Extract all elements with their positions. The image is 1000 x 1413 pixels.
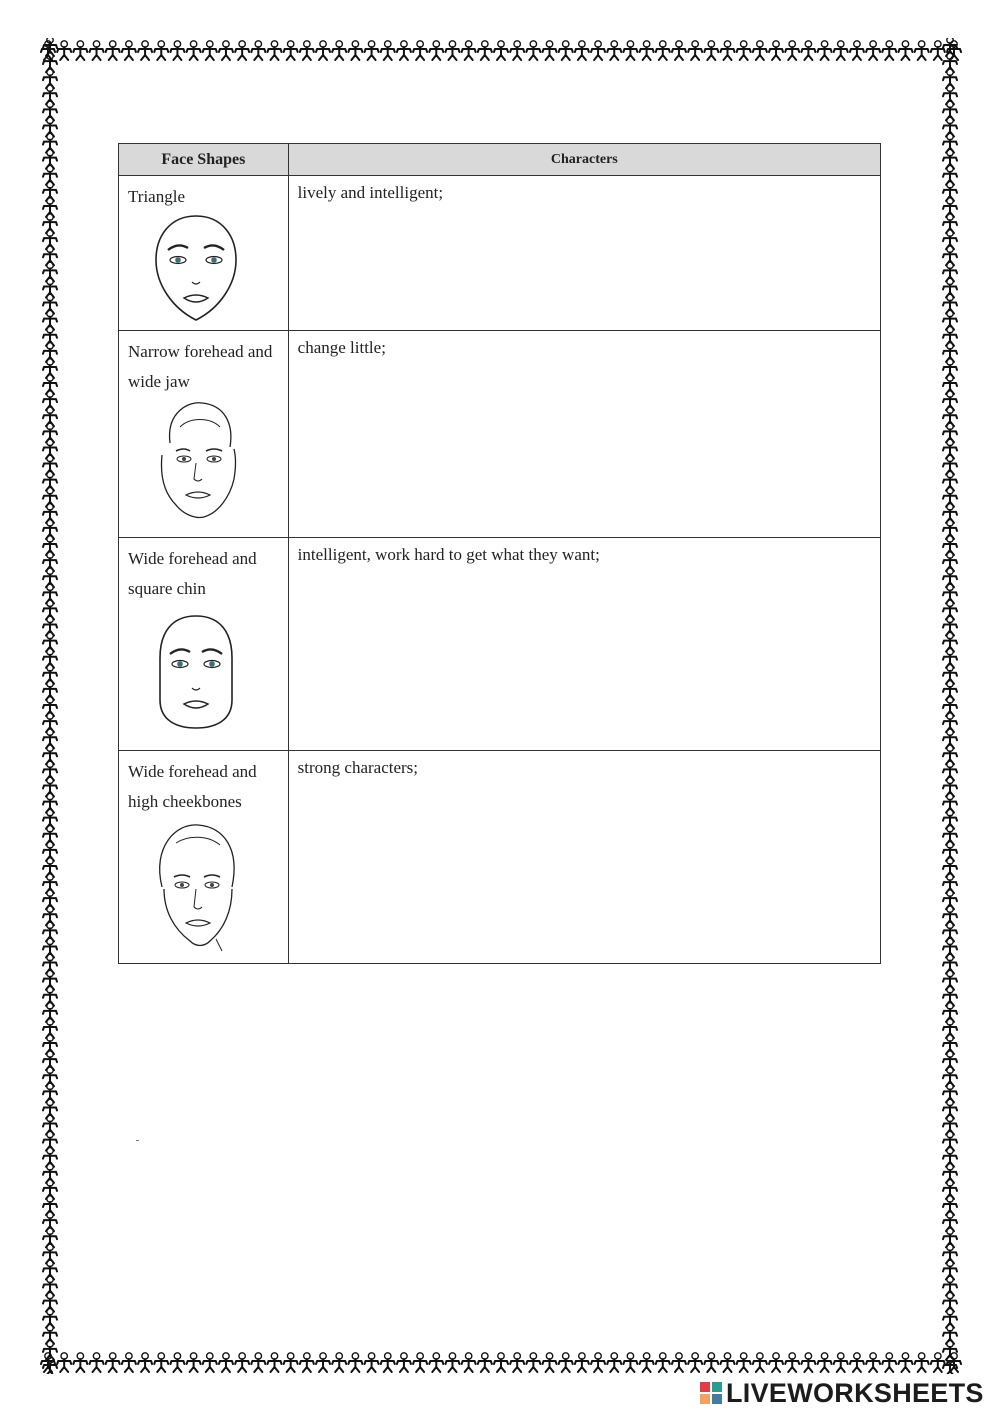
table-row <box>119 538 881 751</box>
gingerbread-figure-icon <box>138 1353 152 1372</box>
gingerbread-figure-icon <box>43 1357 57 1374</box>
gingerbread-figure-icon <box>478 41 492 60</box>
gingerbread-figure-icon <box>753 41 767 60</box>
gingerbread-figure-icon <box>704 41 718 60</box>
logo-square-orange <box>700 1394 710 1404</box>
gingerbread-figure-icon <box>818 41 832 60</box>
face-shape-cell <box>119 176 289 331</box>
face-shape-label: Wide forehead and square chin <box>128 549 257 598</box>
gingerbread-figure-icon <box>445 41 459 60</box>
logo-square-teal <box>712 1382 722 1392</box>
gingerbread-figure-icon <box>672 41 686 60</box>
gingerbread-figure-icon <box>785 1353 799 1372</box>
gingerbread-figure-icon <box>138 41 152 60</box>
gingerbread-figure-icon <box>429 41 443 60</box>
gingerbread-figure-icon <box>834 41 848 60</box>
gingerbread-figure-icon <box>623 41 637 60</box>
triangle-face-icon <box>146 212 246 324</box>
gingerbread-figure-icon <box>688 1353 702 1372</box>
logo-square-red <box>700 1382 710 1392</box>
gingerbread-figure-icon <box>866 1353 880 1372</box>
gingerbread-figure-icon <box>478 1353 492 1372</box>
gingerbread-figure-icon <box>704 1353 718 1372</box>
gingerbread-figure-icon <box>559 41 573 60</box>
gingerbread-figure-icon <box>737 41 751 60</box>
gingerbread-figure-icon <box>801 41 815 60</box>
table-row <box>119 176 881 331</box>
face-shapes-table <box>118 143 881 964</box>
gingerbread-figure-icon <box>251 41 265 60</box>
gingerbread-figure-icon <box>640 1353 654 1372</box>
gingerbread-figure-icon <box>769 41 783 60</box>
gingerbread-figure-icon <box>834 1353 848 1372</box>
gingerbread-figure-icon <box>397 41 411 60</box>
gingerbread-figure-icon <box>543 1353 557 1372</box>
gingerbread-figure-icon <box>90 41 104 60</box>
gingerbread-figure-icon <box>122 1353 136 1372</box>
gingerbread-figure-icon <box>882 1353 896 1372</box>
gingerbread-figure-icon <box>235 1353 249 1372</box>
gingerbread-figure-icon <box>316 41 330 60</box>
gingerbread-figure-icon <box>915 41 929 60</box>
face-shape-cell <box>119 538 289 751</box>
gingerbread-figure-icon <box>300 1353 314 1372</box>
gingerbread-figure-icon <box>591 1353 605 1372</box>
narrow-forehead-face-icon <box>146 397 246 523</box>
face-shape-label: Triangle <box>128 187 185 206</box>
gingerbread-figure-icon <box>688 41 702 60</box>
gingerbread-figure-icon <box>898 1353 912 1372</box>
logo-text: LIVEWORKSHEETS <box>726 1377 984 1408</box>
gingerbread-figure-icon <box>90 1353 104 1372</box>
gingerbread-figure-icon <box>607 41 621 60</box>
gingerbread-figure-icon <box>170 1353 184 1372</box>
gingerbread-figure-icon <box>850 41 864 60</box>
gingerbread-figure-icon <box>737 1353 751 1372</box>
gingerbread-figure-icon <box>170 41 184 60</box>
gingerbread-figure-icon <box>445 1353 459 1372</box>
table-row <box>119 751 881 964</box>
gingerbread-figure-icon <box>122 41 136 60</box>
square-chin-face-icon <box>146 604 246 734</box>
gingerbread-figure-icon <box>575 1353 589 1372</box>
gingerbread-figure-icon <box>154 41 168 60</box>
gingerbread-figure-icon <box>300 41 314 60</box>
gingerbread-figure-icon <box>510 1353 524 1372</box>
gingerbread-figure-icon <box>429 1353 443 1372</box>
liveworksheets-logo-icon <box>700 1382 722 1404</box>
gingerbread-figure-icon <box>801 1353 815 1372</box>
character-cell: intelligent, work hard to get what they want; <box>288 538 880 751</box>
gingerbread-figure-icon <box>656 41 670 60</box>
gingerbread-figure-icon <box>219 1353 233 1372</box>
gingerbread-figure-icon <box>316 1353 330 1372</box>
gingerbread-figure-icon <box>203 41 217 60</box>
gingerbread-figure-icon <box>510 41 524 60</box>
gingerbread-figure-icon <box>365 41 379 60</box>
decorative-border-right <box>938 38 962 1374</box>
gingerbread-figure-icon <box>494 1353 508 1372</box>
gingerbread-figure-icon <box>526 1353 540 1372</box>
gingerbread-figure-icon <box>623 1353 637 1372</box>
face-shape-cell <box>119 331 289 538</box>
gingerbread-figure-icon <box>769 1353 783 1372</box>
gingerbread-figure-icon <box>219 41 233 60</box>
gingerbread-figure-icon <box>268 1353 282 1372</box>
table-header-row <box>119 144 881 176</box>
gingerbread-figure-icon <box>575 41 589 60</box>
gingerbread-figure-icon <box>73 1353 87 1372</box>
gingerbread-figure-icon <box>943 1357 957 1374</box>
gingerbread-figure-icon <box>332 1353 346 1372</box>
gingerbread-figure-icon <box>106 41 120 60</box>
table-row <box>119 331 881 538</box>
gingerbread-figure-icon <box>381 1353 395 1372</box>
header-face-shapes: Face Shapes <box>119 144 289 176</box>
gingerbread-figure-icon <box>332 41 346 60</box>
gingerbread-figure-icon <box>413 41 427 60</box>
gingerbread-figure-icon <box>753 1353 767 1372</box>
decorative-border-left <box>38 38 62 1374</box>
gingerbread-figure-icon <box>187 41 201 60</box>
gingerbread-figure-icon <box>559 1353 573 1372</box>
liveworksheets-logo <box>700 1378 984 1408</box>
gingerbread-figure-icon <box>591 41 605 60</box>
character-cell: change little; <box>288 331 880 538</box>
character-cell: lively and intelligent; <box>288 176 880 331</box>
gingerbread-figure-icon <box>413 1353 427 1372</box>
gingerbread-figure-icon <box>850 1353 864 1372</box>
gingerbread-figure-icon <box>268 41 282 60</box>
gingerbread-figure-icon <box>672 1353 686 1372</box>
gingerbread-figure-icon <box>348 1353 362 1372</box>
header-characters: Characters <box>288 144 880 176</box>
gingerbread-figure-icon <box>866 41 880 60</box>
face-shape-label: Wide forehead and high cheekbones <box>128 762 257 811</box>
gingerbread-figure-icon <box>106 1353 120 1372</box>
gingerbread-figure-icon <box>494 41 508 60</box>
gingerbread-figure-icon <box>187 1353 201 1372</box>
gingerbread-figure-icon <box>235 41 249 60</box>
gingerbread-figure-icon <box>882 41 896 60</box>
gingerbread-figure-icon <box>381 41 395 60</box>
gingerbread-figure-icon <box>543 41 557 60</box>
gingerbread-figure-icon <box>818 1353 832 1372</box>
gingerbread-figure-icon <box>785 41 799 60</box>
gingerbread-figure-icon <box>284 41 298 60</box>
gingerbread-figure-icon <box>656 1353 670 1372</box>
gingerbread-figure-icon <box>284 1353 298 1372</box>
stray-mark <box>136 1140 139 1141</box>
high-cheekbones-face-icon <box>146 817 246 953</box>
gingerbread-figure-icon <box>73 41 87 60</box>
gingerbread-figure-icon <box>462 1353 476 1372</box>
gingerbread-figure-icon <box>348 41 362 60</box>
gingerbread-figure-icon <box>154 1353 168 1372</box>
gingerbread-figure-icon <box>526 41 540 60</box>
gingerbread-figure-icon <box>203 1353 217 1372</box>
gingerbread-figure-icon <box>251 1353 265 1372</box>
gingerbread-figure-icon <box>721 41 735 60</box>
gingerbread-figure-icon <box>462 41 476 60</box>
gingerbread-figure-icon <box>365 1353 379 1372</box>
face-shape-label: Narrow forehead and wide jaw <box>128 342 273 391</box>
logo-square-blue <box>712 1394 722 1404</box>
gingerbread-figure-icon <box>607 1353 621 1372</box>
gingerbread-figure-icon <box>397 1353 411 1372</box>
gingerbread-figure-icon <box>898 41 912 60</box>
character-cell: strong characters; <box>288 751 880 964</box>
gingerbread-figure-icon <box>640 41 654 60</box>
face-shape-cell <box>119 751 289 964</box>
gingerbread-figure-icon <box>915 1353 929 1372</box>
gingerbread-figure-icon <box>721 1353 735 1372</box>
decorative-border-top <box>40 38 962 62</box>
decorative-border-bottom <box>40 1350 962 1374</box>
